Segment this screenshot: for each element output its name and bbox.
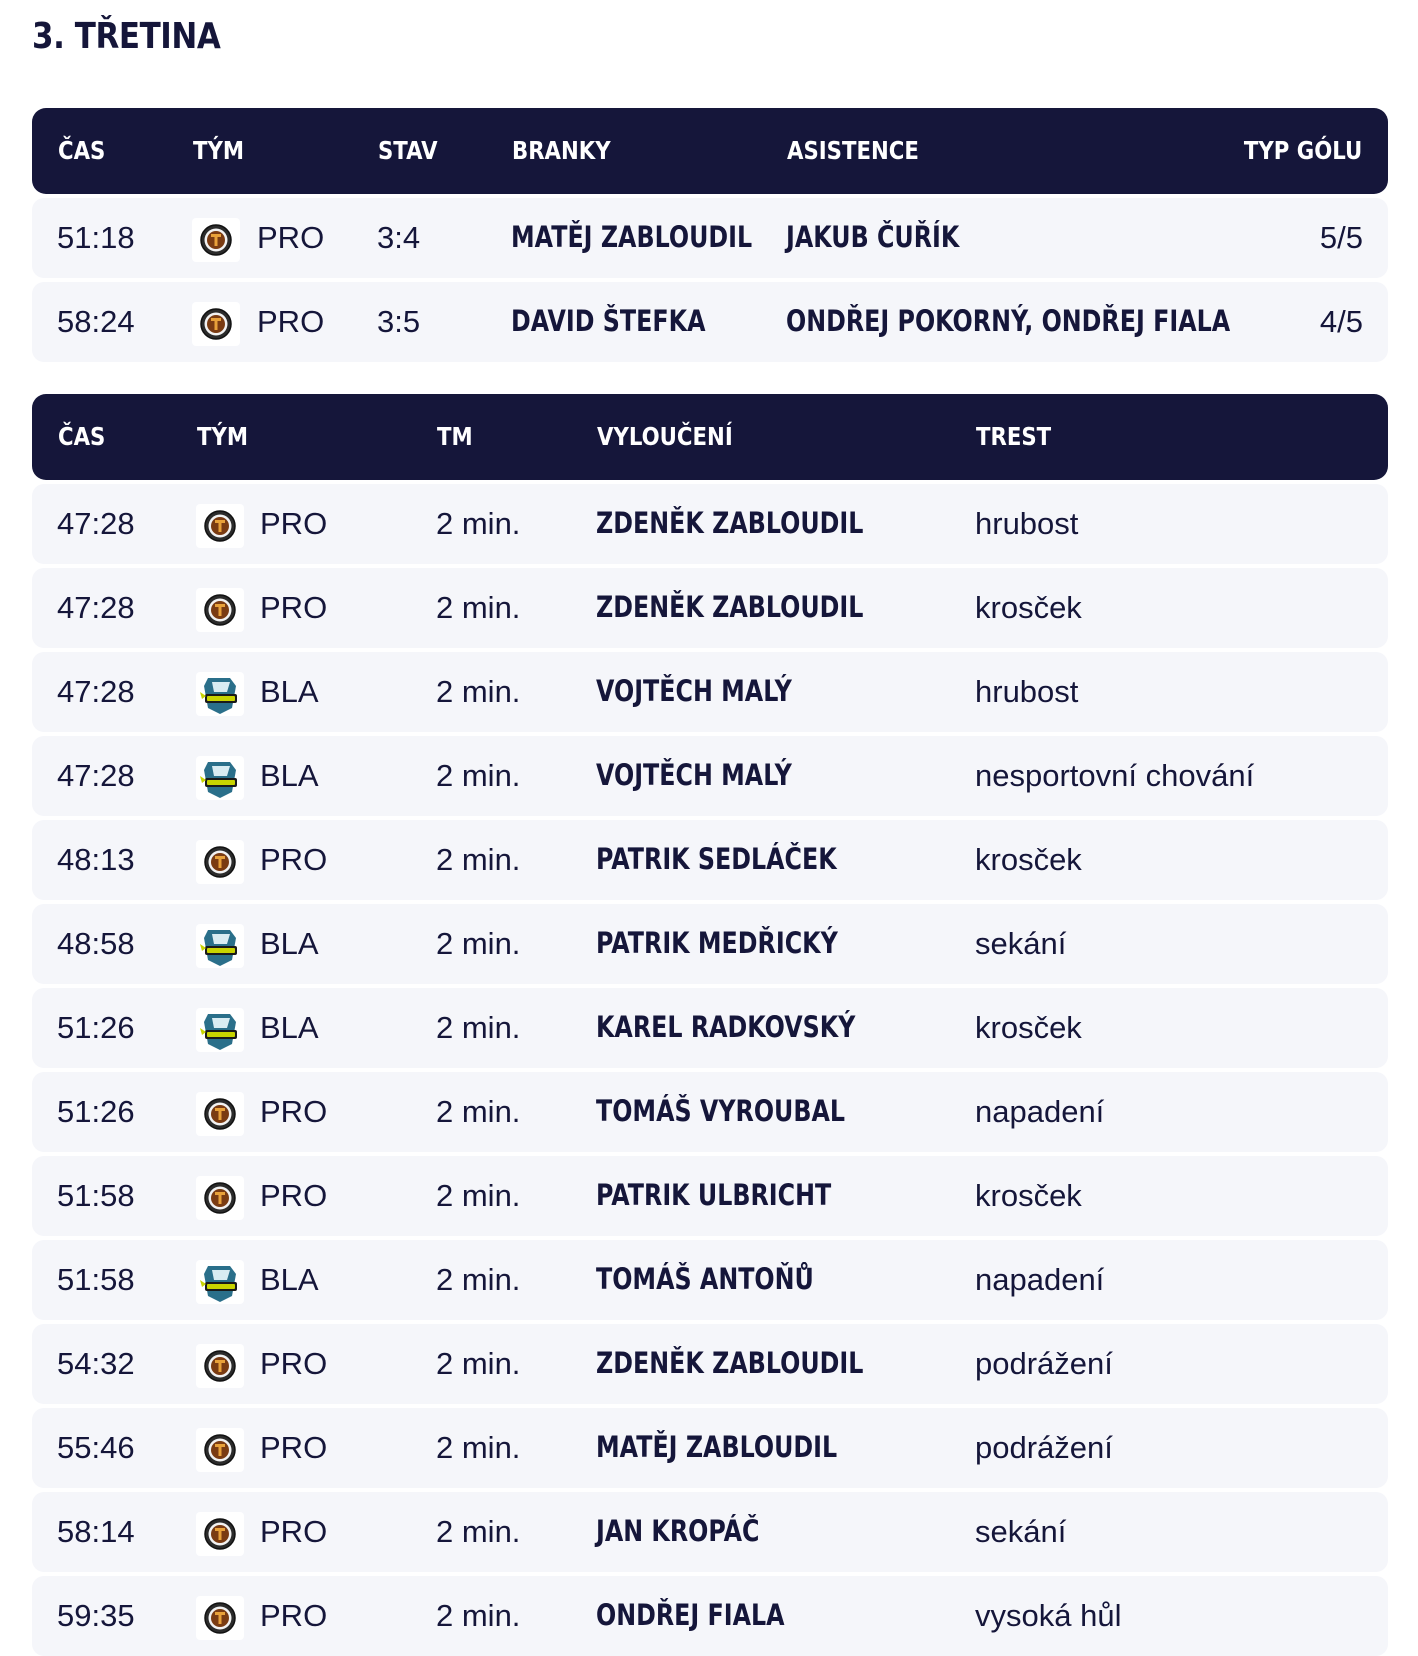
team-pro-logo-icon <box>192 218 240 262</box>
header-reason: TREST <box>976 422 1052 451</box>
penalty-player[interactable]: ZDENĚK ZABLOUDIL <box>596 590 864 624</box>
penalty-minutes: 2 min. <box>436 1430 521 1465</box>
goal-assists[interactable]: JAKUB ČUŘÍK <box>786 220 960 254</box>
penalty-player[interactable]: ZDENĚK ZABLOUDIL <box>596 506 864 540</box>
penalty-minutes: 2 min. <box>436 926 521 961</box>
penalty-reason: napadení <box>975 1262 1105 1297</box>
penalty-reason: krosček <box>975 842 1082 877</box>
penalty-team: BLA <box>260 1010 319 1045</box>
penalty-minutes: 2 min. <box>436 1598 521 1633</box>
team-pro-logo-icon <box>196 1428 244 1472</box>
penalty-minutes: 2 min. <box>436 590 521 625</box>
penalty-team: PRO <box>260 1178 328 1213</box>
penalty-player[interactable]: ZDENĚK ZABLOUDIL <box>596 1346 864 1380</box>
penalty-time: 59:35 <box>57 1598 135 1633</box>
penalty-team: PRO <box>260 1346 328 1381</box>
header-score: STAV <box>378 136 438 165</box>
team-pro-logo-icon <box>196 1596 244 1640</box>
penalty-row <box>32 1408 1388 1488</box>
penalties-table <box>32 394 1388 1656</box>
goals-rows <box>32 198 1388 362</box>
penalty-player[interactable]: MATĚJ ZABLOUDIL <box>596 1430 838 1464</box>
penalty-team: PRO <box>260 1094 328 1129</box>
goals-table-header <box>32 108 1388 194</box>
team-pro-logo-icon <box>196 1512 244 1556</box>
penalty-row <box>32 652 1388 732</box>
team-pro-logo-icon <box>196 504 244 548</box>
penalty-reason: napadení <box>975 1094 1105 1129</box>
penalty-player[interactable]: TOMÁŠ ANTOŇŮ <box>596 1262 814 1296</box>
penalty-reason: sekání <box>975 926 1067 961</box>
team-bla-rytiri-logo-icon <box>196 1008 244 1052</box>
penalty-reason: krosček <box>975 1178 1082 1213</box>
penalty-minutes: 2 min. <box>436 1346 521 1381</box>
penalty-team: PRO <box>260 590 328 625</box>
team-pro-logo-icon <box>196 1092 244 1136</box>
penalty-minutes: 2 min. <box>436 758 521 793</box>
penalty-row <box>32 820 1388 900</box>
team-pro-logo-icon <box>196 840 244 884</box>
penalty-row <box>32 1576 1388 1656</box>
team-bla-rytiri-logo-icon <box>196 1008 244 1052</box>
penalty-reason: vysoká hůl <box>975 1598 1122 1633</box>
penalty-player[interactable]: ONDŘEJ FIALA <box>596 1598 785 1632</box>
penalty-team: BLA <box>260 758 319 793</box>
penalty-time: 51:58 <box>57 1262 135 1297</box>
penalty-minutes: 2 min. <box>436 1094 521 1129</box>
penalty-reason: krosček <box>975 1010 1082 1045</box>
goals-table <box>32 108 1388 362</box>
penalty-team: PRO <box>260 506 328 541</box>
penalty-time: 48:13 <box>57 842 135 877</box>
penalty-reason: sekání <box>975 1514 1067 1549</box>
penalty-time: 54:32 <box>57 1346 135 1381</box>
penalty-reason: podrážení <box>975 1346 1113 1381</box>
penalty-reason: nesportovní chování <box>975 758 1255 793</box>
header-team: TÝM <box>197 422 249 451</box>
penalties-table-header <box>32 394 1388 480</box>
header-team: TÝM <box>193 136 245 165</box>
penalty-row <box>32 1240 1388 1320</box>
header-assists: ASISTENCE <box>787 136 919 165</box>
goal-assists[interactable]: ONDŘEJ POKORNÝ, ONDŘEJ FIALA <box>786 304 1231 338</box>
penalty-reason: hrubost <box>975 674 1079 709</box>
team-pro-logo-icon <box>196 1344 244 1388</box>
penalty-time: 47:28 <box>57 506 135 541</box>
team-pro-logo-icon <box>196 1092 244 1136</box>
penalty-row <box>32 736 1388 816</box>
penalty-time: 55:46 <box>57 1430 135 1465</box>
penalty-time: 51:58 <box>57 1178 135 1213</box>
header-scorer: BRANKY <box>512 136 611 165</box>
penalty-player[interactable]: VOJTĚCH MALÝ <box>596 674 792 708</box>
team-pro-logo-icon <box>196 1344 244 1388</box>
penalty-player[interactable]: JAN KROPÁČ <box>596 1514 760 1548</box>
penalty-team: PRO <box>260 1430 328 1465</box>
goal-row <box>32 198 1388 278</box>
penalty-player[interactable]: PATRIK MEDŘICKÝ <box>596 926 838 960</box>
penalty-player[interactable]: TOMÁŠ VYROUBAL <box>596 1094 846 1128</box>
goal-scorer[interactable]: MATĚJ ZABLOUDIL <box>511 220 753 254</box>
penalty-time: 51:26 <box>57 1010 135 1045</box>
goal-scorer[interactable]: DAVID ŠTEFKA <box>511 304 706 338</box>
penalty-team: BLA <box>260 674 319 709</box>
penalty-row <box>32 484 1388 564</box>
team-pro-logo-icon <box>196 504 244 548</box>
team-pro-logo-icon <box>196 1596 244 1640</box>
penalty-row <box>32 568 1388 648</box>
goal-time: 51:18 <box>57 220 135 255</box>
goal-type: 4/5 <box>1319 304 1363 339</box>
header-time: ČAS <box>58 422 106 451</box>
team-pro-logo-icon <box>192 302 240 346</box>
penalty-team: PRO <box>260 1598 328 1633</box>
team-pro-logo-icon <box>196 1512 244 1556</box>
goal-team: PRO <box>257 220 325 255</box>
penalty-player[interactable]: PATRIK SEDLÁČEK <box>596 842 837 876</box>
team-pro-logo-icon <box>196 588 244 632</box>
team-pro-logo-icon <box>196 1176 244 1220</box>
penalty-team: BLA <box>260 1262 319 1297</box>
penalty-minutes: 2 min. <box>436 674 521 709</box>
penalty-row <box>32 904 1388 984</box>
team-bla-rytiri-logo-icon <box>196 756 244 800</box>
team-bla-rytiri-logo-icon <box>196 924 244 968</box>
penalty-row <box>32 1324 1388 1404</box>
team-bla-rytiri-logo-icon <box>196 672 244 716</box>
header-minutes: TM <box>437 422 473 451</box>
goal-time: 58:24 <box>57 304 135 339</box>
team-bla-rytiri-logo-icon <box>196 1260 244 1304</box>
penalty-reason: krosček <box>975 590 1082 625</box>
team-pro-logo-icon <box>196 840 244 884</box>
goal-team: PRO <box>257 304 325 339</box>
penalty-time: 47:28 <box>57 590 135 625</box>
penalty-time: 47:28 <box>57 674 135 709</box>
penalty-player[interactable]: KAREL RADKOVSKÝ <box>596 1010 856 1044</box>
penalty-reason: hrubost <box>975 506 1079 541</box>
team-bla-rytiri-logo-icon <box>196 1260 244 1304</box>
team-pro-logo-icon <box>192 218 240 262</box>
goal-type: 5/5 <box>1319 220 1363 255</box>
penalty-time: 51:26 <box>57 1094 135 1129</box>
penalty-time: 48:58 <box>57 926 135 961</box>
penalty-player[interactable]: PATRIK ULBRICHT <box>596 1178 832 1212</box>
goal-score: 3:4 <box>377 220 421 255</box>
team-pro-logo-icon <box>196 1176 244 1220</box>
goal-score: 3:5 <box>377 304 421 339</box>
header-goal-type: TYP GÓLU <box>1243 136 1362 165</box>
penalty-minutes: 2 min. <box>436 842 521 877</box>
penalties-rows <box>32 484 1388 1656</box>
team-pro-logo-icon <box>196 588 244 632</box>
period-title: 3. TŘETINA <box>32 16 221 57</box>
penalty-row <box>32 1072 1388 1152</box>
penalty-minutes: 2 min. <box>436 1262 521 1297</box>
team-bla-rytiri-logo-icon <box>196 672 244 716</box>
penalty-team: BLA <box>260 926 319 961</box>
penalty-time: 58:14 <box>57 1514 135 1549</box>
team-bla-rytiri-logo-icon <box>196 924 244 968</box>
penalty-team: PRO <box>260 1514 328 1549</box>
penalty-player[interactable]: VOJTĚCH MALÝ <box>596 758 792 792</box>
penalty-minutes: 2 min. <box>436 506 521 541</box>
penalty-time: 47:28 <box>57 758 135 793</box>
goal-row <box>32 282 1388 362</box>
team-pro-logo-icon <box>192 302 240 346</box>
penalty-row <box>32 988 1388 1068</box>
penalty-team: PRO <box>260 842 328 877</box>
penalty-minutes: 2 min. <box>436 1010 521 1045</box>
penalty-minutes: 2 min. <box>436 1514 521 1549</box>
penalty-reason: podrážení <box>975 1430 1113 1465</box>
penalty-minutes: 2 min. <box>436 1178 521 1213</box>
team-pro-logo-icon <box>196 1428 244 1472</box>
header-player: VYLOUČENÍ <box>597 422 733 451</box>
header-time: ČAS <box>58 136 106 165</box>
penalty-row <box>32 1156 1388 1236</box>
team-bla-rytiri-logo-icon <box>196 756 244 800</box>
penalty-row <box>32 1492 1388 1572</box>
